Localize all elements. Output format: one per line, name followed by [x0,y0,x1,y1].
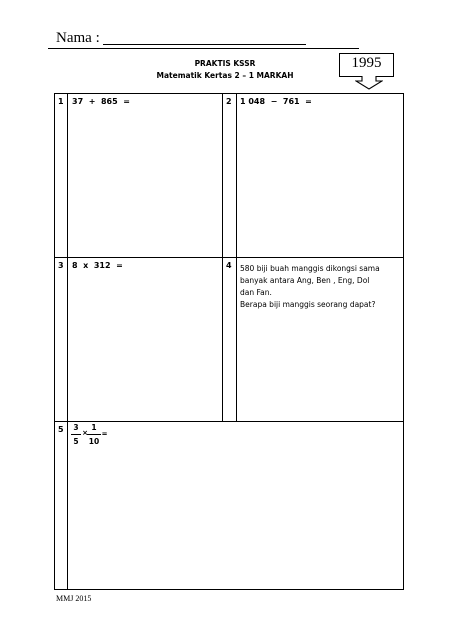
question-4-line: banyak antara Ang, Ben , Eng, Dol [240,276,370,285]
question-4-line: 580 biji buah manggis dikongsi sama [240,264,380,273]
question-4-line: dan Fan. [240,288,272,297]
question-4-number: 4 [226,261,232,270]
year-callout-text: 1995 [351,55,382,71]
table-border-bottom [54,589,404,590]
table-border-left [54,93,55,589]
table-border-top [54,93,404,94]
worksheet-subtitle: Matematik Kertas 2 – 1 MARKAH [156,71,294,80]
name-label: Nama : [56,30,100,46]
question-3-number: 3 [58,261,64,270]
name-blank-line[interactable] [103,44,306,45]
number-column-divider [67,93,68,589]
multiply-operator: × [82,429,88,437]
year-callout-arrow [355,76,383,90]
question-1-text: 37 + 865 = [72,97,130,106]
question-2-text: 1 048 − 761 = [240,97,312,106]
header-rule [48,48,359,49]
fraction-2-bar [87,434,101,435]
worksheet-title: PRAKTIS KSSR [194,59,256,68]
fraction-1-denominator: 5 [73,437,79,446]
table-row-divider [54,257,404,258]
middle-column-divider [222,93,223,421]
fraction-1-bar [71,434,81,435]
fraction-2-numerator: 1 [91,423,97,432]
footer-credit: MMJ 2015 [56,594,92,603]
fraction-2-denominator: 10 [88,437,100,446]
table-row-divider [54,421,404,422]
number-column-divider [236,93,237,421]
question-5-number: 5 [58,425,64,434]
question-4-line: Berapa biji manggis seorang dapat? [240,300,376,309]
fraction-1-numerator: 3 [73,423,79,432]
question-2-number: 2 [226,97,232,106]
equals-sign: = [101,430,108,438]
question-4-text [240,263,402,311]
question-3-text: 8 x 312 = [72,261,123,270]
question-1-number: 1 [58,97,64,106]
table-border-right [403,93,404,589]
